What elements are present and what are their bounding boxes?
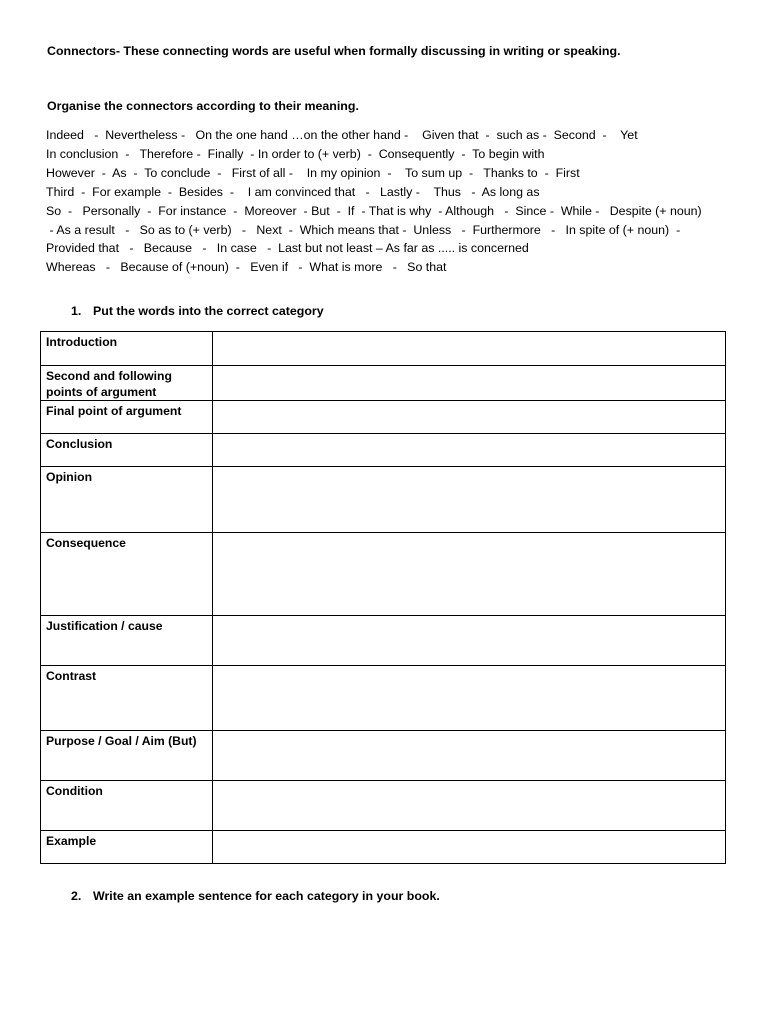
category-answer-cell[interactable] xyxy=(213,831,726,864)
category-label: Introduction xyxy=(41,332,213,366)
question-1-number: 1. xyxy=(71,304,82,318)
category-label: Consequence xyxy=(41,533,213,616)
category-label: Second and following points of argument xyxy=(41,366,213,401)
table-row xyxy=(41,366,726,401)
word-bank-line: So - Personally - For instance - Moreover - But - If - That is why - Although - Since - While - Despite (+ noun) xyxy=(46,203,702,218)
instruction-heading: Organise the connectors according to their meaning. xyxy=(47,99,359,113)
category-answer-cell[interactable] xyxy=(213,533,726,616)
table-row xyxy=(41,731,726,781)
word-bank-line: Third - For example - Besides - I am convinced that - Lastly - Thus - As long as xyxy=(46,184,540,199)
word-bank-line: Provided that - Because - In case - Last but not least – As far as ..... is concerned xyxy=(46,241,529,256)
word-bank-line: In conclusion - Therefore - Finally - In order to (+ verb) - Consequently - To begin with xyxy=(46,146,545,161)
category-answer-cell[interactable] xyxy=(213,434,726,467)
category-answer-cell[interactable] xyxy=(213,366,726,401)
question-1-text: Put the words into the correct category xyxy=(93,304,324,318)
table-row xyxy=(41,332,726,366)
category-label: Opinion xyxy=(41,467,213,533)
category-label: Example xyxy=(41,831,213,864)
word-bank-line: However - As - To conclude - First of all - In my opinion - To sum up - Thanks to - First xyxy=(46,165,580,180)
category-answer-cell[interactable] xyxy=(213,332,726,366)
word-bank-line: Whereas - Because of (+noun) - Even if - What is more - So that xyxy=(46,260,447,275)
category-label: Final point of argument xyxy=(41,401,213,434)
category-label: Purpose / Goal / Aim (But) xyxy=(41,731,213,781)
word-bank-line: - As a result - So as to (+ verb) - Next - Which means that - Unless - Furthermore - In spite of (+ noun) - xyxy=(46,222,681,237)
table-row xyxy=(41,781,726,831)
word-bank-line: Indeed - Nevertheless - On the one hand …on the other hand - Given that - such as - Second - Yet xyxy=(46,128,638,142)
category-answer-cell[interactable] xyxy=(213,401,726,434)
category-label: Contrast xyxy=(41,666,213,731)
category-label: Condition xyxy=(41,781,213,831)
category-answer-cell[interactable] xyxy=(213,781,726,831)
table-row xyxy=(41,401,726,434)
category-answer-cell[interactable] xyxy=(213,467,726,533)
table-row xyxy=(41,467,726,533)
table-row xyxy=(41,831,726,864)
category-answer-cell[interactable] xyxy=(213,616,726,666)
table-row xyxy=(41,434,726,467)
category-label: Conclusion xyxy=(41,434,213,467)
question-2-text: Write an example sentence for each category in your book. xyxy=(93,889,440,903)
category-table xyxy=(40,331,726,864)
table-row xyxy=(41,533,726,616)
question-1 xyxy=(71,304,324,318)
page-title: Connectors- These connecting words are useful when formally discussing in writing or speaking. xyxy=(47,44,621,58)
table-row xyxy=(41,616,726,666)
connector-word-bank xyxy=(46,126,736,277)
category-answer-cell[interactable] xyxy=(213,666,726,731)
question-2-number: 2. xyxy=(71,889,82,903)
category-label: Justification / cause xyxy=(41,616,213,666)
table-row xyxy=(41,666,726,731)
category-answer-cell[interactable] xyxy=(213,731,726,781)
question-2 xyxy=(71,889,440,903)
